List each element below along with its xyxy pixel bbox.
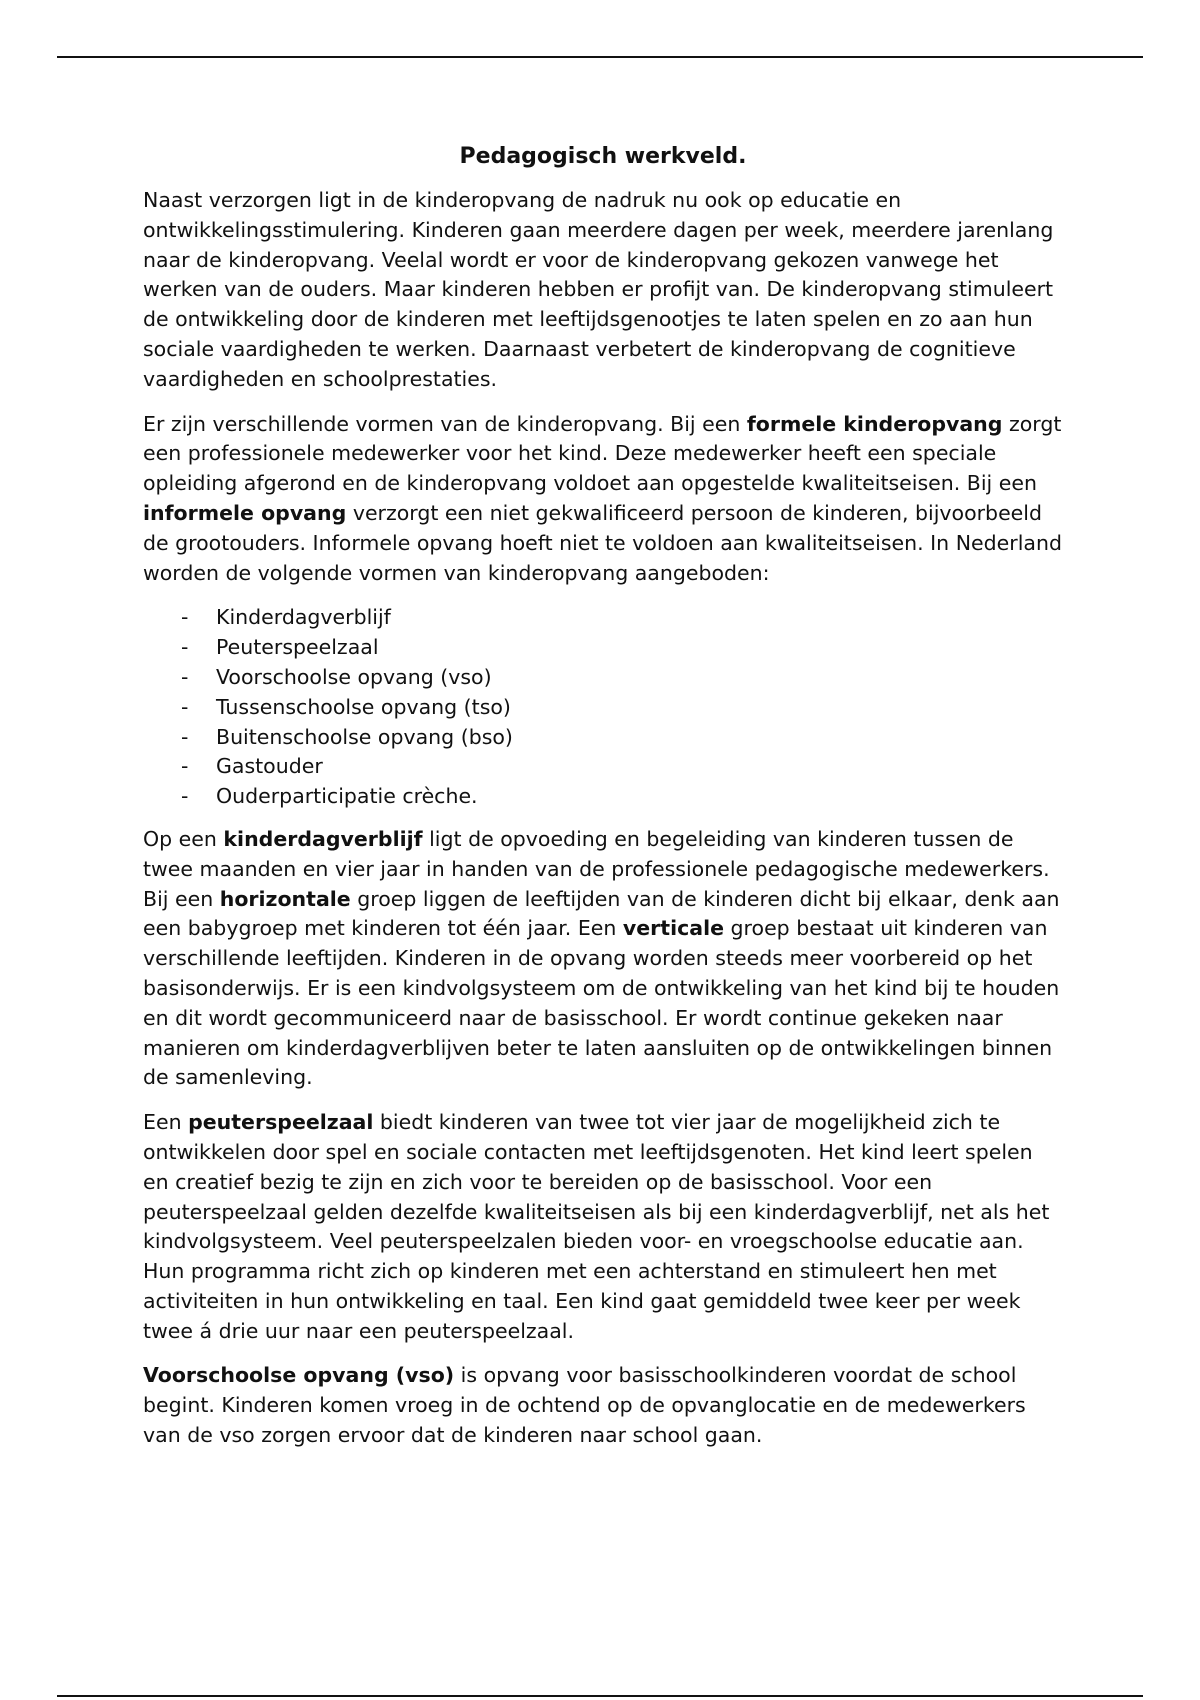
header-rule	[57, 56, 1143, 58]
paragraph-text: Naast verzorgen ligt in de kinderopvang de nadruk nu ook op educatie en ontwikkelingsstimulering. Kinderen gaan meerdere dagen per week, meerdere jarenlang naar de kinderopvang. Veelal wordt er voor de kinderopvang gekozen vanwege het werken van de ouders. Maar kinderen hebben er profijt van. De kinderopvang stimuleert de ontwikkeling door de kinderen met leeftijdsgenootjes te laten spelen en zo aan hun sociale vaardigheden te werken. Daarnaast verbetert de kinderopvang de cognitieve vaardigheden en schoolprestaties.	[143, 188, 1054, 391]
paragraph-peuterspeelzaal	[143, 1108, 1063, 1346]
bold-term: Voorschoolse opvang (vso)	[143, 1363, 455, 1388]
paragraph-text: groep liggen de leeftijden van de kinderen dicht bij elkaar, denk aan een babygroep met kinderen tot één jaar. Een	[143, 886, 1060, 941]
paragraph-text: zorgt een professionele medewerker voor het kind. Deze medewerker heeft een speciale opleiding afgerond en de kinderopvang voldoet aan opgestelde kwaliteitseisen. Bij een	[143, 411, 1062, 496]
bold-term: peuterspeelzaal	[188, 1110, 374, 1135]
paragraph-text: Er zijn verschillende vormen van de kinderopvang. Bij een	[143, 411, 747, 436]
dash-bullet: -	[181, 754, 189, 779]
list-item-label: Tussenschoolse opvang (tso)	[216, 694, 511, 719]
list-item	[143, 693, 1063, 723]
paragraph-text: verzorgt een niet gekwalificeerd persoon de kinderen, bijvoorbeeld de grootouders. Informele opvang hoeft niet te voldoen aan kwaliteitseisen. In Nederland worden de volgende vormen van kinderopvang aangeboden:	[143, 500, 1062, 585]
bold-term: informele opvang	[143, 500, 347, 525]
document-title: Pedagogisch werkveld.	[459, 144, 747, 169]
paragraph-text: Op een	[143, 826, 224, 851]
paragraph-text: is opvang voor basisschoolkinderen voordat de school begint. Kinderen komen vroeg in de ochtend op de opvanglocatie en de medewerkers van de vso zorgen ervoor dat de kinderen naar school gaan.	[143, 1363, 1026, 1448]
list-item	[143, 723, 1063, 753]
dash-bullet: -	[181, 605, 189, 630]
list-item	[143, 603, 1063, 633]
dash-bullet: -	[181, 724, 189, 749]
bold-term: horizontale	[219, 886, 351, 911]
list-item-label: Gastouder	[216, 754, 323, 779]
list-item	[143, 782, 1063, 812]
paragraph-text: groep bestaat uit kinderen van verschillende leeftijden. Kinderen in de opvang worden steeds meer voorbereid op het basisonderwijs. Er is een kindvolgsysteem om de ontwikkeling van het kind bij te houden en dit wordt gecommuniceerd naar de basisschool. Er wordt continue gekeken naar manieren om kinderdagverblijven beter te laten aansluiten op de ontwikkelingen binnen de samenleving.	[143, 916, 1060, 1090]
list-item-label: Buitenschoolse opvang (bso)	[216, 724, 513, 749]
list-item	[143, 663, 1063, 693]
paragraph-vormen	[143, 410, 1063, 589]
dash-bullet: -	[181, 694, 189, 719]
opvang-types-list	[143, 603, 1063, 812]
paragraph-intro	[143, 186, 1063, 395]
list-item	[143, 752, 1063, 782]
list-item-label: Peuterspeelzaal	[216, 635, 379, 660]
list-item-label: Voorschoolse opvang (vso)	[216, 664, 492, 689]
paragraph-text: ligt de opvoeding en begeleiding van kinderen tussen de twee maanden en vier jaar in handen van de professionele pedagogische medewerkers. Bij een	[143, 826, 1050, 911]
paragraph-text: Een	[143, 1110, 189, 1135]
bold-term: kinderdagverblijf	[223, 826, 423, 851]
paragraph-text: biedt kinderen van twee tot vier jaar de mogelijkheid zich te ontwikkelen door spel en sociale contacten met leeftijdsgenoten. Het kind leert spelen en creatief bezig te zijn en zich voor te bereiden op de basisschool. Voor een peuterspeelzaal gelden dezelfde kwaliteitseisen als bij een kinderdagverblijf, net als het kindvolgsysteem. Veel peuterspeelzalen bieden voor- en vroegschoolse educatie aan. Hun programma richt zich op kinderen met een achterstand en stimuleert hen met activiteiten in hun ontwikkeling en taal. Een kind gaat gemiddeld twee keer per week twee á drie uur naar een peuterspeelzaal.	[143, 1110, 1050, 1343]
dash-bullet: -	[181, 664, 189, 689]
bold-term: formele kinderopvang	[746, 411, 1003, 436]
list-item-label: Kinderdagverblijf	[216, 605, 391, 630]
footer-rule	[57, 1695, 1143, 1697]
document-body	[143, 142, 1063, 1466]
list-item-label: Ouderparticipatie crèche.	[216, 784, 478, 809]
dash-bullet: -	[181, 784, 189, 809]
list-item	[143, 633, 1063, 663]
dash-bullet: -	[181, 635, 189, 660]
paragraph-kinderdagverblijf	[143, 825, 1063, 1093]
bold-term: verticale	[622, 916, 725, 941]
paragraph-vso	[143, 1361, 1063, 1450]
